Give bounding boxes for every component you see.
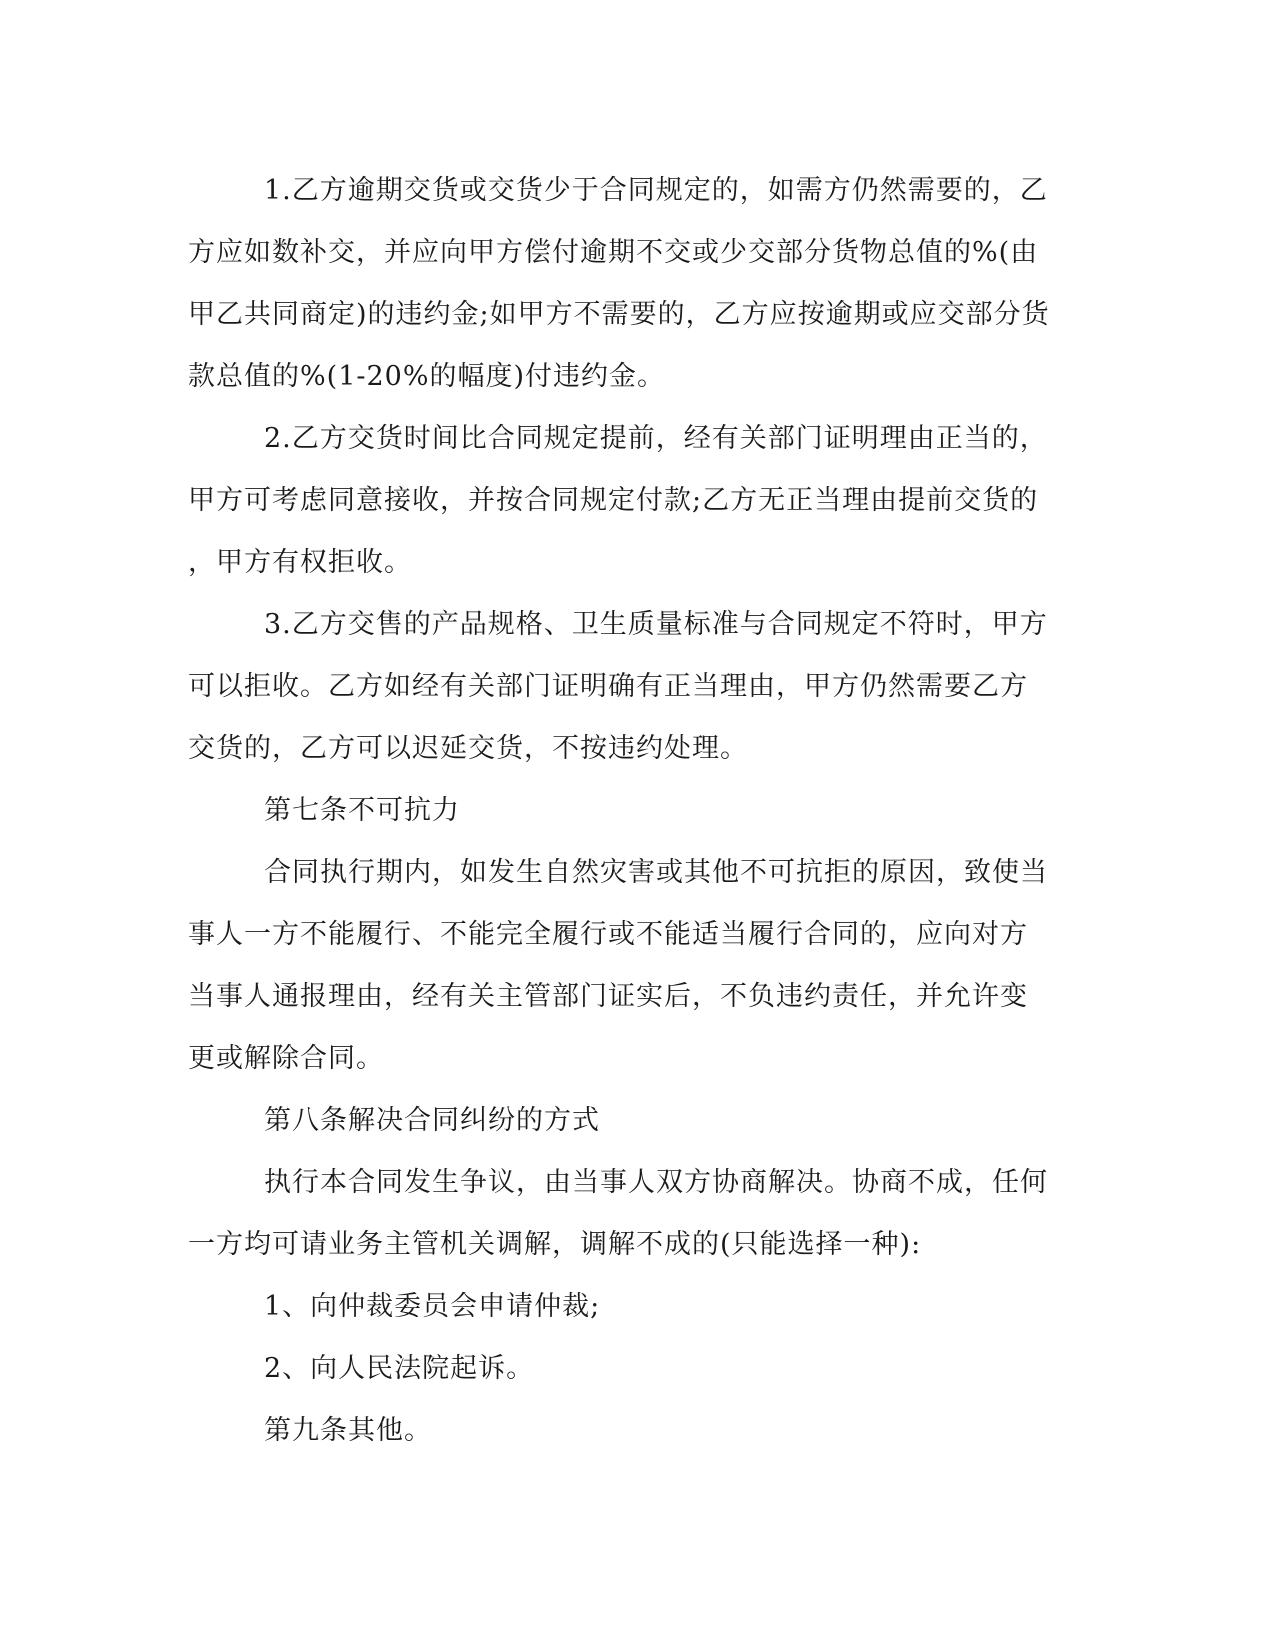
clause-1-line-4: 款总值的%(1-20%的幅度)付违约金。 — [188, 361, 666, 392]
option-1-text: 1、向仲裁委员会申请仲裁; — [264, 1291, 601, 1322]
clause-3-line-2: 可以拒收。乙方如经有关部门证明确有正当理由，甲方仍然需要乙方 — [188, 671, 1028, 702]
article-7-line-2: 事人一方不能履行、不能完全履行或不能适当履行合同的，应向对方 — [188, 919, 1028, 950]
clause-2-line-2: 甲方可考虑同意接收，并按合同规定付款;乙方无正当理由提前交货的 — [188, 485, 1039, 516]
option-1-item — [188, 1276, 1088, 1338]
article-8-heading — [188, 1090, 1088, 1152]
article-9-title: 第九条其他。 — [264, 1415, 432, 1446]
article-7-line-1: 合同执行期内，如发生自然灾害或其他不可抗拒的原因，致使当 — [264, 857, 1048, 888]
clause-1-line-1: 1.乙方逾期交货或交货少于合同规定的，如需方仍然需要的，乙 — [264, 175, 1048, 206]
article-8-paragraph — [188, 1152, 1088, 1276]
clause-3-line-3: 交货的，乙方可以迟延交货，不按违约处理。 — [188, 733, 748, 764]
article-8-title: 第八条解决合同纠纷的方式 — [264, 1105, 600, 1136]
clause-1-line-2: 方应如数补交，并应向甲方偿付逾期不交或少交部分货物总值的%(由 — [188, 237, 1039, 268]
document-body — [188, 160, 1088, 1462]
article-7-line-4: 更或解除合同。 — [188, 1043, 384, 1074]
article-9-heading — [188, 1400, 1088, 1462]
clause-3-line-1: 3.乙方交售的产品规格、卫生质量标准与合同规定不符时，甲方 — [264, 609, 1048, 640]
clause-1-line-3: 甲乙共同商定)的违约金;如甲方不需要的，乙方应按逾期或应交部分货 — [188, 299, 1050, 330]
article-7-line-3: 当事人通报理由，经有关主管部门证实后，不负违约责任，并允许变 — [188, 981, 1028, 1012]
article-8-line-2: 一方均可请业务主管机关调解，调解不成的(只能选择一种): — [188, 1229, 922, 1260]
article-7-title: 第七条不可抗力 — [264, 795, 460, 826]
clause-3-paragraph — [188, 594, 1088, 780]
option-2-item — [188, 1338, 1088, 1400]
clause-2-line-1: 2.乙方交货时间比合同规定提前，经有关部门证明理由正当的， — [264, 423, 1048, 454]
clause-2-paragraph — [188, 408, 1088, 594]
clause-2-line-3: ，甲方有权拒收。 — [188, 547, 412, 578]
clause-1-paragraph — [188, 160, 1088, 408]
option-2-text: 2、向人民法院起诉。 — [264, 1353, 535, 1384]
article-7-paragraph — [188, 842, 1088, 1090]
article-7-heading — [188, 780, 1088, 842]
article-8-line-1: 执行本合同发生争议，由当事人双方协商解决。协商不成，任何 — [264, 1167, 1048, 1198]
